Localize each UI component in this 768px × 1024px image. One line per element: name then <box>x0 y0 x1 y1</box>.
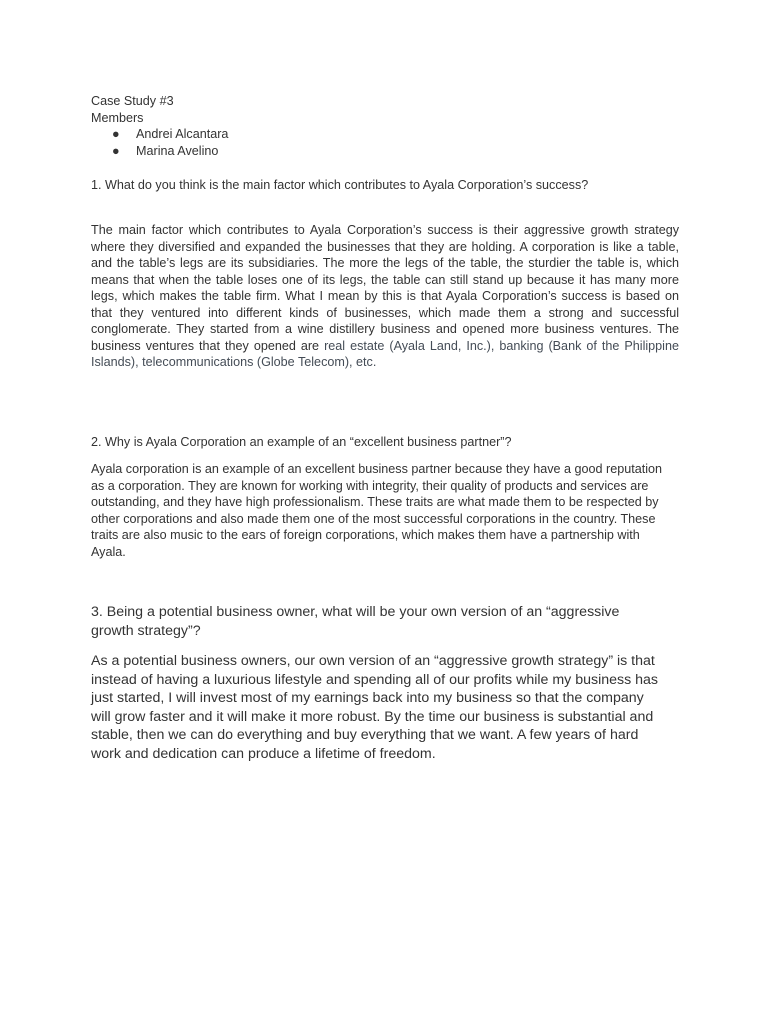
member-name: Andrei Alcantara <box>136 127 229 141</box>
members-label: Members <box>91 110 144 125</box>
bullet-icon: ● <box>112 143 120 158</box>
member-item <box>91 143 679 160</box>
question-1: 1. What do you think is the main factor which contributes to Ayala Corporation’s success? <box>91 178 589 192</box>
question-2: 2. Why is Ayala Corporation an example of an “excellent business partner”? <box>91 435 512 449</box>
members-list <box>91 126 679 159</box>
document-header <box>91 93 679 159</box>
answer-3: As a potential business owners, our own version of an “aggressive growth strategy” is that instead of having a luxurious lifestyle and spending all of our profits while my business has just started, I will invest most of my earnings back into my business so that the company will grow faster and it will make it more robust. By the time our business is substantial and stable, then we can do everything and buy everything that we want. A few years of hard work and dedication can produce a lifetime of freedom. <box>91 653 659 762</box>
member-item <box>91 126 679 143</box>
bullet-icon: ● <box>112 127 120 141</box>
answer-1 <box>91 222 679 371</box>
answer-1-main: The main factor which contributes to Ayala Corporation’s success is their aggressive growth strategy where they diversified and expanded the businesses that they are holding. A corporation is like a table, and the table’s legs are its subsidiaries. The more the legs of the table, the sturdier the table is, which means that when the table loses one of its legs, the table can still stand up because it has many more legs, which makes the table firm. What I mean by this is that Ayala Corporation’s success is based on that they ventured into different kinds of businesses, which made them a strong and successful conglomerate. They started from a wine distillery business and opened more business ventures. The business ventures that they opened are <box>91 223 679 353</box>
case-study-title: Case Study #3 <box>91 94 174 108</box>
answer-1-examples: real estate (Ayala Land, Inc.), banking (Bank of the Philippine Islands), telecommunications (Globe Telecom), etc. <box>91 338 679 369</box>
answer-2: Ayala corporation is an example of an excellent business partner because they have a good reputation as a corporation. They are known for working with integrity, their quality of products and services are outstanding, and they have high professionalism. These traits are what made them to be respected by other corporations and also made them one of the most successful corporations in the country. These traits are also music to the ears of foreign corporations, which makes them have a partnership with Ayala. <box>91 462 663 559</box>
question-3: 3. Being a potential business owner, what will be your own version of an “aggressive growth strategy”? <box>91 604 620 639</box>
member-name: Marina Avelino <box>136 143 219 158</box>
